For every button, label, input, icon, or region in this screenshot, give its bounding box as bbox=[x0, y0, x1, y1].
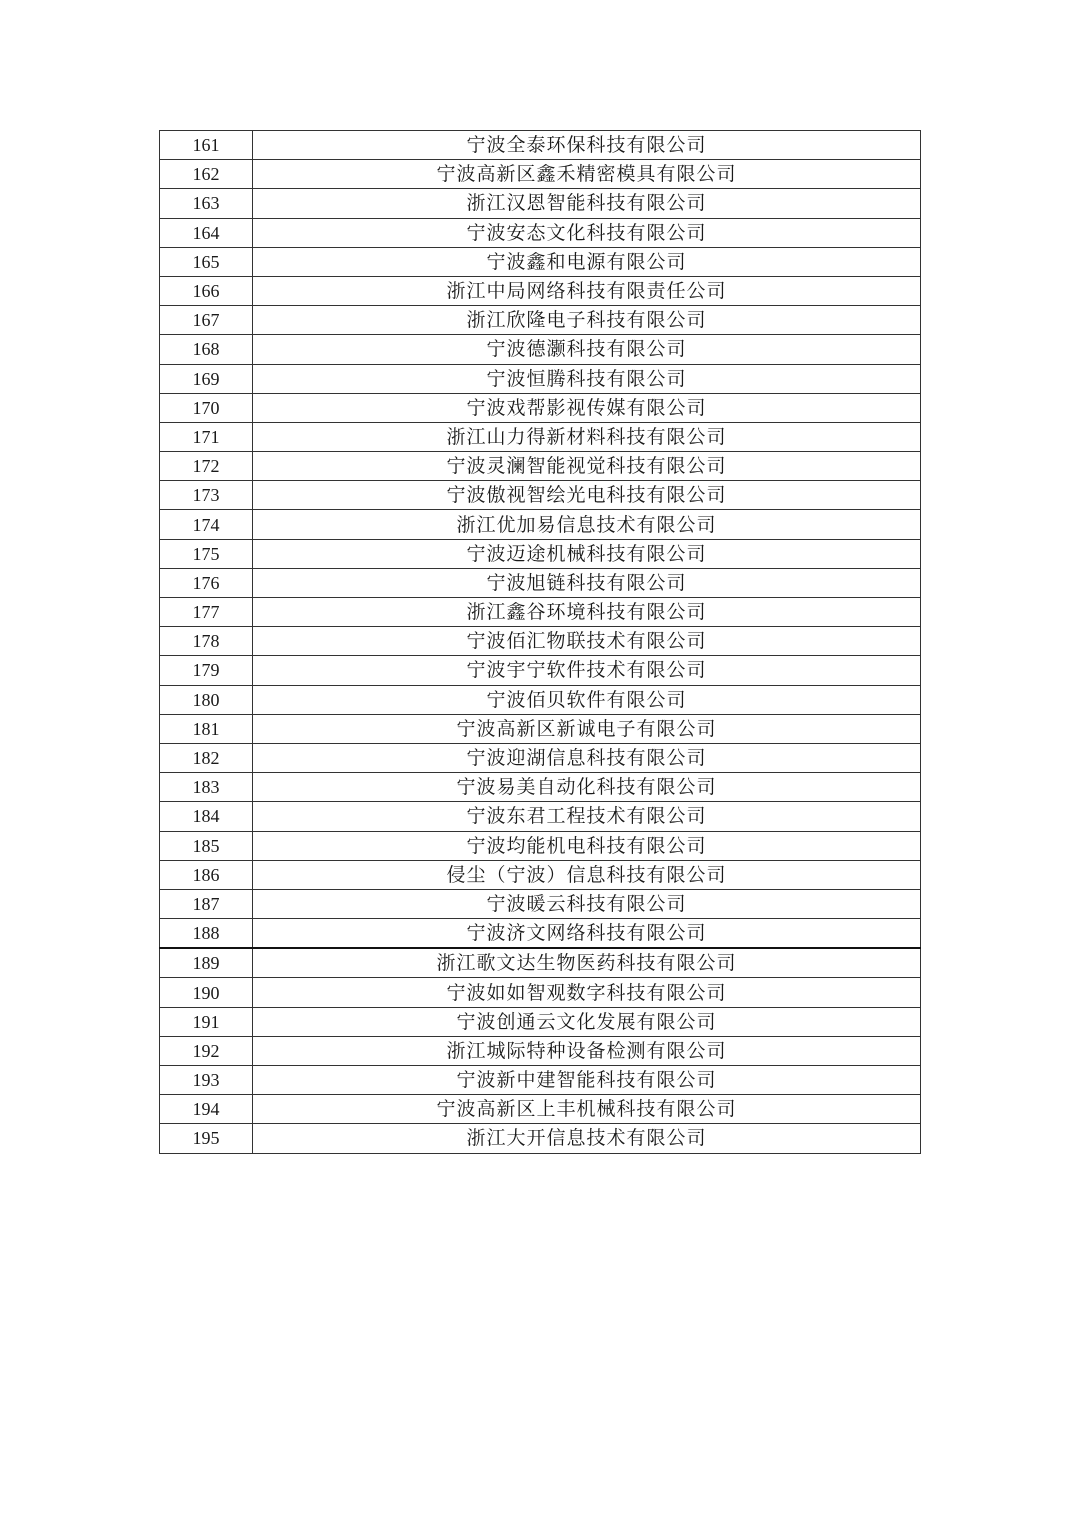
row-number-cell: 180 bbox=[160, 685, 253, 714]
company-name-cell: 宁波佰汇物联技术有限公司 bbox=[253, 627, 921, 656]
table-row bbox=[160, 978, 921, 1007]
row-number-cell: 175 bbox=[160, 539, 253, 568]
company-name-cell: 宁波恒腾科技有限公司 bbox=[253, 364, 921, 393]
company-list-table bbox=[159, 130, 921, 1154]
company-name-cell: 宁波迈途机械科技有限公司 bbox=[253, 539, 921, 568]
table-row bbox=[160, 568, 921, 597]
row-number-cell: 195 bbox=[160, 1124, 253, 1153]
table-row bbox=[160, 452, 921, 481]
row-number-cell: 194 bbox=[160, 1095, 253, 1124]
table-row bbox=[160, 131, 921, 160]
company-name-cell: 浙江大开信息技术有限公司 bbox=[253, 1124, 921, 1153]
row-number-cell: 187 bbox=[160, 889, 253, 918]
table-row bbox=[160, 306, 921, 335]
row-number-cell: 165 bbox=[160, 247, 253, 276]
row-number-cell: 172 bbox=[160, 452, 253, 481]
table-row bbox=[160, 1066, 921, 1095]
row-number-cell: 177 bbox=[160, 598, 253, 627]
company-name-cell: 宁波鑫和电源有限公司 bbox=[253, 247, 921, 276]
company-name-cell: 宁波戏帮影视传媒有限公司 bbox=[253, 393, 921, 422]
row-number-cell: 171 bbox=[160, 422, 253, 451]
company-name-cell: 宁波傲视智绘光电科技有限公司 bbox=[253, 481, 921, 510]
company-name-cell: 宁波迎湖信息科技有限公司 bbox=[253, 743, 921, 772]
company-name-cell: 侵尘（宁波）信息科技有限公司 bbox=[253, 860, 921, 889]
table-row bbox=[160, 1007, 921, 1036]
table-row bbox=[160, 831, 921, 860]
company-name-cell: 宁波均能机电科技有限公司 bbox=[253, 831, 921, 860]
row-number-cell: 162 bbox=[160, 160, 253, 189]
company-name-cell: 宁波如如智观数字科技有限公司 bbox=[253, 978, 921, 1007]
table-row bbox=[160, 1095, 921, 1124]
row-number-cell: 181 bbox=[160, 714, 253, 743]
company-name-cell: 宁波新中建智能科技有限公司 bbox=[253, 1066, 921, 1095]
company-name-cell: 宁波高新区鑫禾精密模具有限公司 bbox=[253, 160, 921, 189]
row-number-cell: 185 bbox=[160, 831, 253, 860]
table-row bbox=[160, 919, 921, 949]
table-row bbox=[160, 247, 921, 276]
row-number-cell: 161 bbox=[160, 131, 253, 160]
table-row bbox=[160, 1036, 921, 1065]
table-row bbox=[160, 714, 921, 743]
company-name-cell: 宁波高新区上丰机械科技有限公司 bbox=[253, 1095, 921, 1124]
company-name-cell: 宁波全泰环保科技有限公司 bbox=[253, 131, 921, 160]
table-row bbox=[160, 276, 921, 305]
table-row bbox=[160, 889, 921, 918]
row-number-cell: 163 bbox=[160, 189, 253, 218]
company-name-cell: 宁波暖云科技有限公司 bbox=[253, 889, 921, 918]
table-row bbox=[160, 743, 921, 772]
table-row bbox=[160, 510, 921, 539]
company-name-cell: 宁波宇宁软件技术有限公司 bbox=[253, 656, 921, 685]
table-row bbox=[160, 598, 921, 627]
table-row bbox=[160, 948, 921, 978]
row-number-cell: 189 bbox=[160, 948, 253, 978]
table-row bbox=[160, 160, 921, 189]
company-name-cell: 浙江欣隆电子科技有限公司 bbox=[253, 306, 921, 335]
company-name-cell: 浙江鑫谷环境科技有限公司 bbox=[253, 598, 921, 627]
row-number-cell: 164 bbox=[160, 218, 253, 247]
table-row bbox=[160, 539, 921, 568]
company-name-cell: 浙江山力得新材料科技有限公司 bbox=[253, 422, 921, 451]
row-number-cell: 183 bbox=[160, 773, 253, 802]
row-number-cell: 191 bbox=[160, 1007, 253, 1036]
company-name-cell: 浙江城际特种设备检测有限公司 bbox=[253, 1036, 921, 1065]
row-number-cell: 179 bbox=[160, 656, 253, 685]
table-row bbox=[160, 189, 921, 218]
row-number-cell: 193 bbox=[160, 1066, 253, 1095]
table-row bbox=[160, 627, 921, 656]
table-row bbox=[160, 1124, 921, 1153]
row-number-cell: 190 bbox=[160, 978, 253, 1007]
row-number-cell: 178 bbox=[160, 627, 253, 656]
company-name-cell: 宁波创通云文化发展有限公司 bbox=[253, 1007, 921, 1036]
row-number-cell: 167 bbox=[160, 306, 253, 335]
row-number-cell: 188 bbox=[160, 919, 253, 949]
company-name-cell: 宁波济文网络科技有限公司 bbox=[253, 919, 921, 949]
row-number-cell: 169 bbox=[160, 364, 253, 393]
company-name-cell: 宁波灵澜智能视觉科技有限公司 bbox=[253, 452, 921, 481]
row-number-cell: 176 bbox=[160, 568, 253, 597]
company-name-cell: 宁波东君工程技术有限公司 bbox=[253, 802, 921, 831]
table-body bbox=[160, 131, 921, 1154]
row-number-cell: 166 bbox=[160, 276, 253, 305]
company-name-cell: 宁波易美自动化科技有限公司 bbox=[253, 773, 921, 802]
row-number-cell: 174 bbox=[160, 510, 253, 539]
company-name-cell: 浙江歌文达生物医药科技有限公司 bbox=[253, 948, 921, 978]
table-row bbox=[160, 860, 921, 889]
row-number-cell: 184 bbox=[160, 802, 253, 831]
table-row bbox=[160, 685, 921, 714]
company-name-cell: 浙江中局网络科技有限责任公司 bbox=[253, 276, 921, 305]
table-row bbox=[160, 656, 921, 685]
company-name-cell: 宁波旭链科技有限公司 bbox=[253, 568, 921, 597]
table-row bbox=[160, 773, 921, 802]
row-number-cell: 182 bbox=[160, 743, 253, 772]
table-row bbox=[160, 364, 921, 393]
company-name-cell: 宁波佰贝软件有限公司 bbox=[253, 685, 921, 714]
company-name-cell: 宁波安态文化科技有限公司 bbox=[253, 218, 921, 247]
company-name-cell: 浙江优加易信息技术有限公司 bbox=[253, 510, 921, 539]
table-row bbox=[160, 218, 921, 247]
table-row bbox=[160, 393, 921, 422]
row-number-cell: 186 bbox=[160, 860, 253, 889]
row-number-cell: 173 bbox=[160, 481, 253, 510]
table-row bbox=[160, 481, 921, 510]
company-name-cell: 宁波高新区新诚电子有限公司 bbox=[253, 714, 921, 743]
company-name-cell: 浙江汉恩智能科技有限公司 bbox=[253, 189, 921, 218]
company-name-cell: 宁波德灏科技有限公司 bbox=[253, 335, 921, 364]
table-row bbox=[160, 802, 921, 831]
table-row bbox=[160, 335, 921, 364]
row-number-cell: 192 bbox=[160, 1036, 253, 1065]
table-row bbox=[160, 422, 921, 451]
row-number-cell: 170 bbox=[160, 393, 253, 422]
row-number-cell: 168 bbox=[160, 335, 253, 364]
